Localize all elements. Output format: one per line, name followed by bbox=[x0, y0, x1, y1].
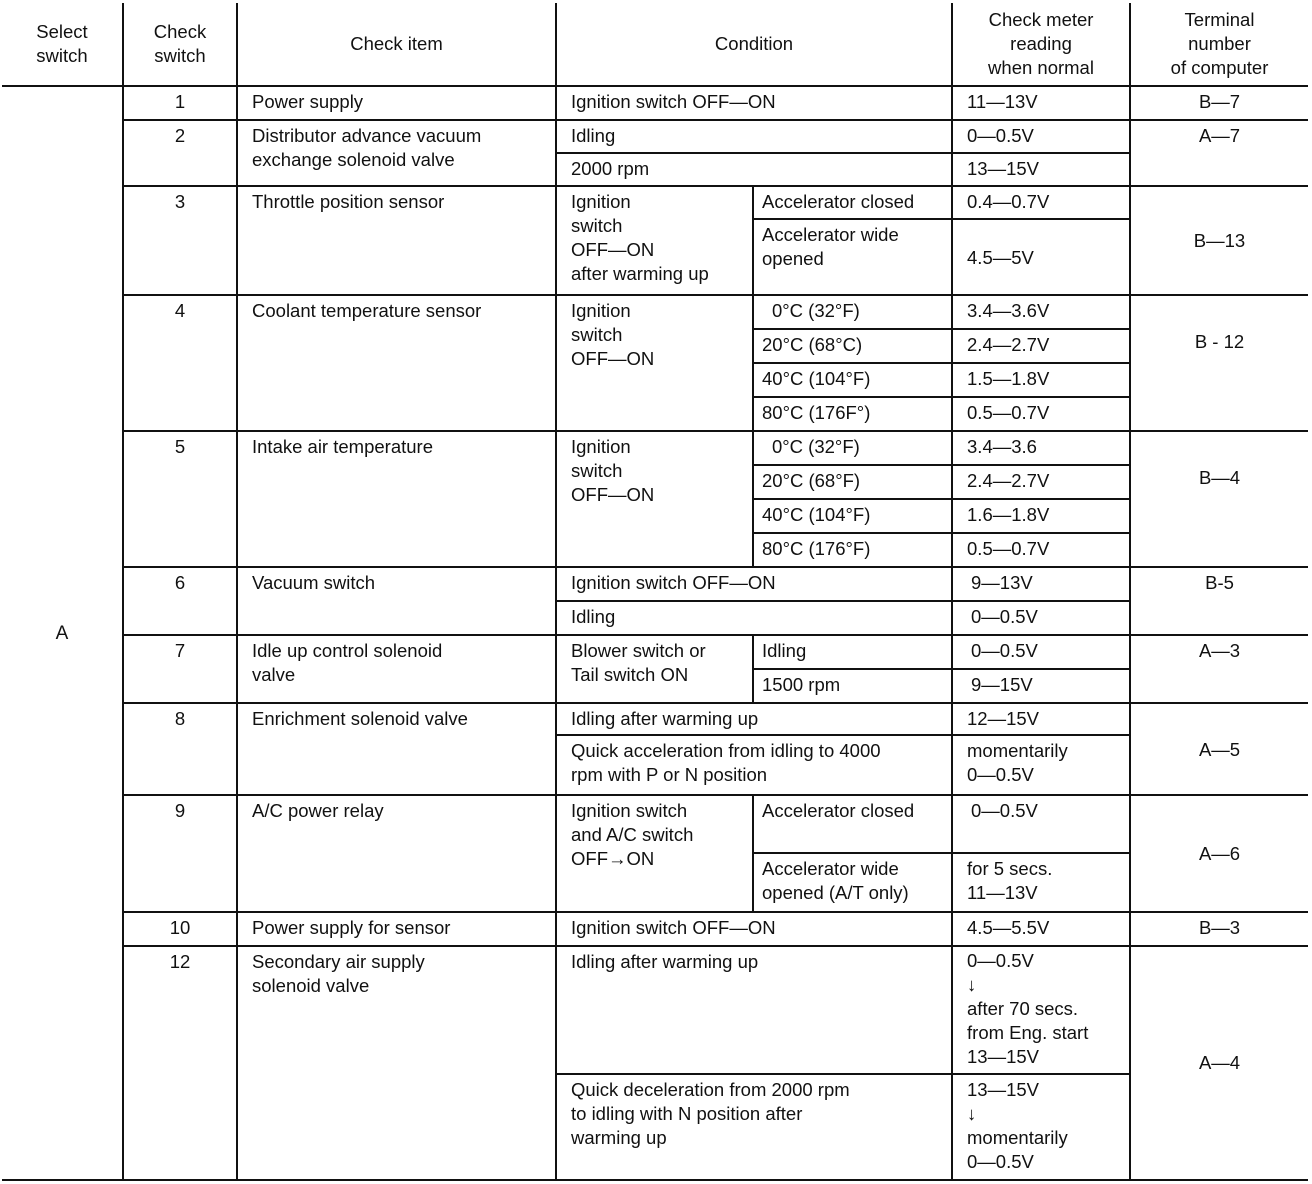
check-table bbox=[2, 3, 1308, 1181]
sub-condition: 0°C (32°F) bbox=[753, 295, 952, 329]
sub-condition: 80°C (176°F) bbox=[753, 533, 952, 567]
terminal-number: B—3 bbox=[1130, 912, 1308, 946]
table-row bbox=[2, 946, 1308, 1074]
meter-reading: for 5 secs. 11—13V bbox=[952, 853, 1130, 911]
condition: Idling bbox=[556, 601, 952, 635]
meter-reading: 1.5—1.8V bbox=[952, 363, 1130, 397]
terminal-number: B-5 bbox=[1130, 567, 1308, 635]
meter-reading: 0—0.5V ↓ after 70 secs. from Eng. start 13—15V bbox=[952, 946, 1130, 1074]
condition: Ignition switch OFF—ON bbox=[556, 295, 753, 431]
meter-reading: 3.4—3.6 bbox=[952, 431, 1130, 465]
meter-reading: 0—0.5V bbox=[952, 601, 1130, 635]
check-switch-number: 12 bbox=[123, 946, 237, 1180]
check-switch-number: 2 bbox=[123, 120, 237, 186]
condition: Ignition switch OFF—ON after warming up bbox=[556, 186, 753, 295]
header-check-item: Check item bbox=[237, 3, 556, 86]
check-item: Distributor advance vacuum exchange solenoid valve bbox=[237, 120, 556, 186]
table-row bbox=[2, 186, 1308, 219]
check-switch-number: 1 bbox=[123, 86, 237, 120]
check-item: Idle up control solenoid valve bbox=[237, 635, 556, 703]
terminal-number: B - 12 bbox=[1130, 295, 1308, 431]
terminal-number: B—13 bbox=[1130, 186, 1308, 295]
check-switch-number: 6 bbox=[123, 567, 237, 635]
header-condition: Condition bbox=[556, 3, 952, 86]
check-switch-number: 8 bbox=[123, 703, 237, 795]
sub-condition: Accelerator wide opened (A/T only) bbox=[753, 853, 952, 911]
meter-reading: 1.6—1.8V bbox=[952, 499, 1130, 533]
sub-condition: Accelerator closed bbox=[753, 186, 952, 219]
meter-reading: 0—0.5V bbox=[952, 635, 1130, 669]
condition: Idling after warming up bbox=[556, 703, 952, 735]
condition: Ignition switch OFF—ON bbox=[556, 912, 952, 946]
terminal-number: A—7 bbox=[1130, 120, 1308, 186]
meter-reading: 11—13V bbox=[952, 86, 1130, 120]
table-row bbox=[2, 120, 1308, 153]
condition: Quick acceleration from idling to 4000 rpm with P or N position bbox=[556, 735, 952, 795]
condition: Quick deceleration from 2000 rpm to idling with N position after warming up bbox=[556, 1074, 952, 1180]
header-terminal-number: Terminal number of computer bbox=[1130, 3, 1308, 86]
meter-reading: 9—13V bbox=[952, 567, 1130, 601]
sub-condition: Accelerator wide opened bbox=[753, 219, 952, 295]
terminal-number: A—5 bbox=[1130, 703, 1308, 795]
check-item: A/C power relay bbox=[237, 795, 556, 911]
terminal-number: A—4 bbox=[1130, 946, 1308, 1180]
header-meter-reading: Check meter reading when normal bbox=[952, 3, 1130, 86]
meter-reading: 0.5—0.7V bbox=[952, 397, 1130, 431]
table-row bbox=[2, 86, 1308, 120]
check-item: Throttle position sensor bbox=[237, 186, 556, 295]
sub-condition: 20°C (68°F) bbox=[753, 465, 952, 499]
header-check-switch: Check switch bbox=[123, 3, 237, 86]
sub-condition: 20°C (68°C) bbox=[753, 329, 952, 363]
table-row bbox=[2, 795, 1308, 853]
condition: 2000 rpm bbox=[556, 153, 952, 186]
terminal-number: A—6 bbox=[1130, 795, 1308, 911]
meter-reading: 13—15V ↓ momentarily 0—0.5V bbox=[952, 1074, 1130, 1180]
meter-reading: 12—15V bbox=[952, 703, 1130, 735]
meter-reading: 0—0.5V bbox=[952, 795, 1130, 853]
meter-reading: 3.4—3.6V bbox=[952, 295, 1130, 329]
sub-condition: 0°C (32°F) bbox=[753, 431, 952, 465]
sub-condition: 40°C (104°F) bbox=[753, 499, 952, 533]
condition: Blower switch or Tail switch ON bbox=[556, 635, 753, 703]
table-row bbox=[2, 635, 1308, 669]
terminal-number: B—4 bbox=[1130, 431, 1308, 567]
meter-reading: 2.4—2.7V bbox=[952, 329, 1130, 363]
sub-condition: 1500 rpm bbox=[753, 669, 952, 703]
meter-reading: 2.4—2.7V bbox=[952, 465, 1130, 499]
meter-reading: 13—15V bbox=[952, 153, 1130, 186]
meter-reading: 4.5—5.5V bbox=[952, 912, 1130, 946]
meter-reading: 4.5—5V bbox=[952, 219, 1130, 295]
table-row bbox=[2, 912, 1308, 946]
condition: Ignition switch OFF—ON bbox=[556, 567, 952, 601]
condition: Idling bbox=[556, 120, 952, 153]
header-row bbox=[2, 3, 1308, 86]
meter-reading: 0.5—0.7V bbox=[952, 533, 1130, 567]
check-switch-number: 10 bbox=[123, 912, 237, 946]
condition: Ignition switch and A/C switch OFF→ON bbox=[556, 795, 753, 911]
check-item: Vacuum switch bbox=[237, 567, 556, 635]
check-item: Coolant temperature sensor bbox=[237, 295, 556, 431]
check-item: Power supply for sensor bbox=[237, 912, 556, 946]
condition: Idling after warming up bbox=[556, 946, 952, 1074]
table-row bbox=[2, 567, 1308, 601]
condition: Ignition switch OFF—ON bbox=[556, 86, 952, 120]
table-row bbox=[2, 703, 1308, 735]
meter-reading: momentarily 0—0.5V bbox=[952, 735, 1130, 795]
sub-condition: Accelerator closed bbox=[753, 795, 952, 853]
check-switch-number: 7 bbox=[123, 635, 237, 703]
check-switch-number: 9 bbox=[123, 795, 237, 911]
meter-reading: 9—15V bbox=[952, 669, 1130, 703]
table-row bbox=[2, 431, 1308, 465]
header-select-switch: Select switch bbox=[2, 3, 123, 86]
condition: Ignition switch OFF—ON bbox=[556, 431, 753, 567]
meter-reading: 0—0.5V bbox=[952, 120, 1130, 153]
meter-reading: 0.4—0.7V bbox=[952, 186, 1130, 219]
check-switch-number: 4 bbox=[123, 295, 237, 431]
terminal-number: A—3 bbox=[1130, 635, 1308, 703]
check-switch-number: 5 bbox=[123, 431, 237, 567]
check-item: Intake air temperature bbox=[237, 431, 556, 567]
select-switch-value: A bbox=[2, 86, 123, 1180]
sub-condition: 40°C (104°F) bbox=[753, 363, 952, 397]
terminal-number: B—7 bbox=[1130, 86, 1308, 120]
table-row bbox=[2, 295, 1308, 329]
sub-condition: 80°C (176F°) bbox=[753, 397, 952, 431]
check-item: Enrichment solenoid valve bbox=[237, 703, 556, 795]
check-item: Secondary air supply solenoid valve bbox=[237, 946, 556, 1180]
check-item: Power supply bbox=[237, 86, 556, 120]
check-switch-number: 3 bbox=[123, 186, 237, 295]
sub-condition: Idling bbox=[753, 635, 952, 669]
